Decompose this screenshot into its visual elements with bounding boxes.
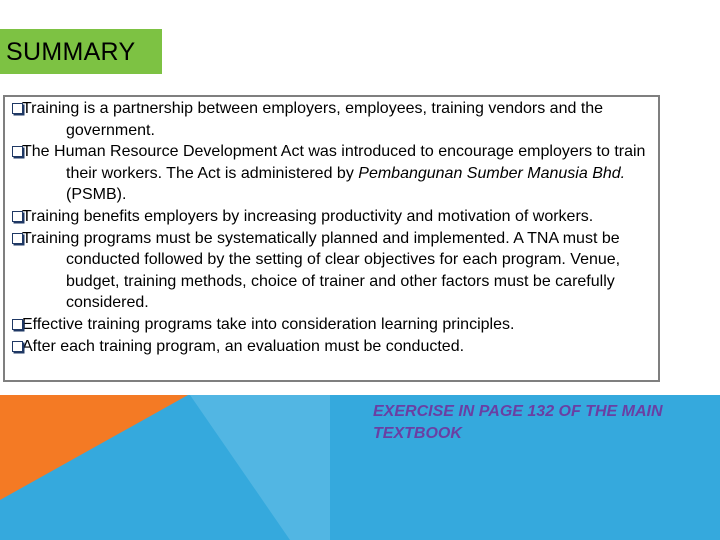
bullet-list xyxy=(12,98,657,357)
bullet-text-part: Training benefits employers by increasing productivity and motivation of workers. xyxy=(22,207,594,225)
square-bullet-icon xyxy=(12,319,23,330)
bullet-text-part: (PSMB). xyxy=(66,186,127,204)
square-bullet-icon xyxy=(12,341,23,352)
square-bullet-icon xyxy=(12,146,23,157)
bullet-item xyxy=(12,314,657,336)
bullet-text xyxy=(22,336,657,358)
bullet-text xyxy=(22,314,657,336)
bullet-text-part: The Human Resource Development Act was introduced to encourage employers to train their workers. The Act is administered by xyxy=(22,143,646,182)
bullet-text xyxy=(22,228,657,314)
bullet-item xyxy=(12,98,657,141)
bullet-text-italic: Pembangunan Sumber Manusia Bhd. xyxy=(358,164,626,182)
bullet-text xyxy=(22,206,657,228)
bullet-text-part: After each training program, an evaluation must be conducted. xyxy=(22,337,465,355)
slide-title: SUMMARY xyxy=(6,38,136,66)
bullet-item xyxy=(12,228,657,314)
bullet-text xyxy=(22,141,657,206)
square-bullet-icon xyxy=(12,103,23,114)
exercise-note: EXERCISE IN PAGE 132 OF THE MAIN TEXTBOOK xyxy=(373,403,663,442)
square-bullet-icon xyxy=(12,233,23,244)
bullet-text-part: Effective training programs take into consideration learning principles. xyxy=(22,315,515,333)
square-bullet-icon xyxy=(12,211,23,222)
bullet-item xyxy=(12,206,657,228)
bullet-text-part: Training is a partnership between employers, employees, training vendors and the government. xyxy=(22,100,604,139)
bullet-item xyxy=(12,141,657,206)
bullet-text xyxy=(22,98,657,141)
bullet-item xyxy=(12,336,657,358)
bullet-text-part: Training programs must be systematically planned and implemented. A TNA must be conducted followed by the setting of clear objectives for each program. Venue, budget, training methods, choice of trainer and other factors must be carefully considered. xyxy=(22,229,621,312)
